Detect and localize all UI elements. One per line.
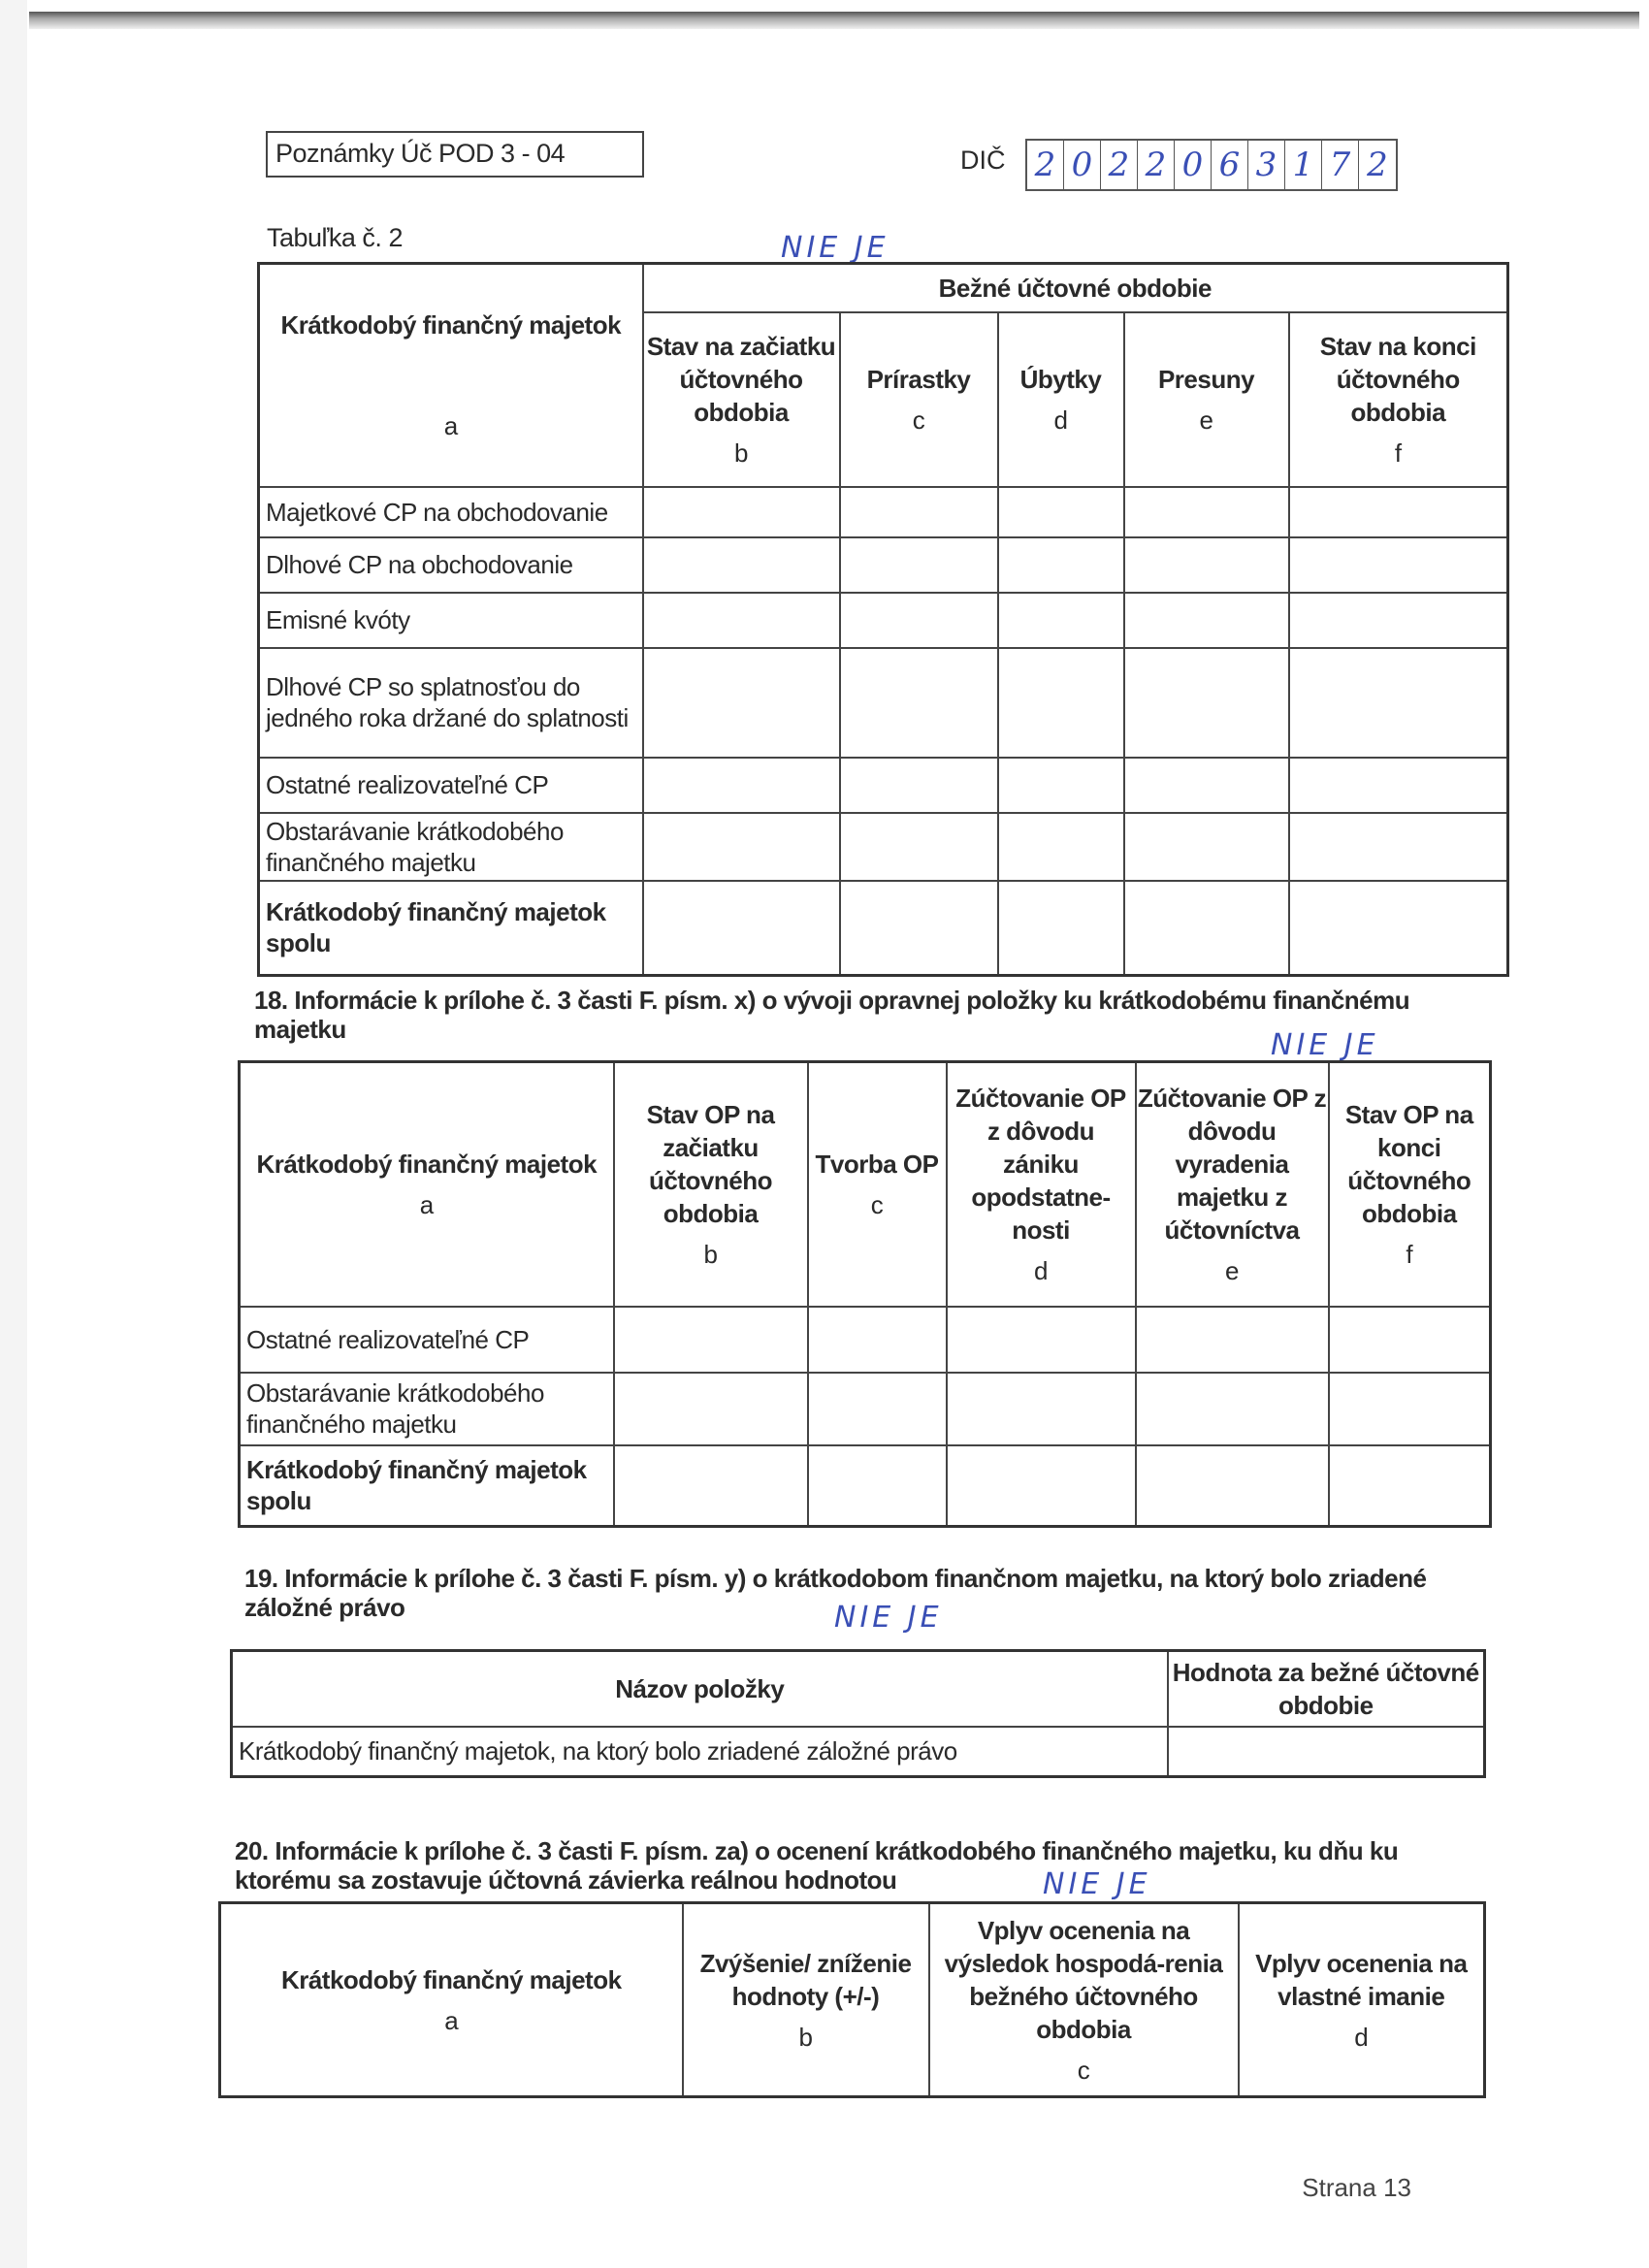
value-cell[interactable] <box>1289 537 1508 593</box>
table-row <box>259 881 1508 976</box>
section-18-title: 18. Informácie k prílohe č. 3 časti F. písm. x) o vývoji opravnej položky ku krátkodobému finančnému majetku <box>254 986 1410 1044</box>
col-header: Stav na začiatku účtovného obdobia b <box>643 312 840 487</box>
col-header: Stav OP na konci účtovného obdobia f <box>1329 1062 1491 1307</box>
handwritten-note: NIE JE <box>781 231 889 265</box>
value-cell[interactable] <box>840 813 998 881</box>
col-header: Zúčtovanie OP z dôvodu zániku opodstatne-nosti d <box>947 1062 1136 1307</box>
value-cell[interactable] <box>1289 648 1508 758</box>
col-header: Zvýšenie/ zníženie hodnoty (+/-) b <box>683 1903 929 2097</box>
value-cell[interactable] <box>1289 881 1508 976</box>
col-header: Stav na konci účtovného obdobia f <box>1289 312 1508 487</box>
value-cell[interactable] <box>840 593 998 648</box>
value-cell[interactable] <box>643 648 840 758</box>
dic-digit: 2 <box>1101 141 1138 189</box>
value-cell[interactable] <box>1329 1307 1491 1373</box>
col-header: Vplyv ocenenia na výsledok hospodá-renia bežného účtovného obdobia c <box>929 1903 1239 2097</box>
value-cell[interactable] <box>643 813 840 881</box>
table-20 <box>218 1901 1486 2098</box>
value-cell[interactable] <box>614 1445 808 1527</box>
col-header: Hodnota za bežné účtovné obdobie <box>1168 1651 1485 1727</box>
handwritten-note: NIE JE <box>1271 1028 1379 1062</box>
row-label: Krátkodobý finančný majetok spolu <box>259 881 643 976</box>
row-label: Obstarávanie krátkodobého finančného majetku <box>259 813 643 881</box>
value-cell[interactable] <box>947 1373 1136 1445</box>
dic-digit: 2 <box>1027 141 1064 189</box>
table-2 <box>257 262 1509 977</box>
col-header: Krátkodobý finančný majetok a <box>240 1062 614 1307</box>
value-cell[interactable] <box>1329 1373 1491 1445</box>
col-header: Krátkodobý finančný majetok a <box>259 264 643 487</box>
row-label: Krátkodobý finančný majetok spolu <box>240 1445 614 1527</box>
table-row <box>259 537 1508 593</box>
value-cell[interactable] <box>840 537 998 593</box>
value-cell[interactable] <box>643 881 840 976</box>
row-label: Dlhové CP na obchodovanie <box>259 537 643 593</box>
col-header: Presuny e <box>1124 312 1289 487</box>
value-cell[interactable] <box>1124 537 1289 593</box>
dic-label: DIČ <box>960 146 1006 175</box>
value-cell[interactable] <box>998 813 1124 881</box>
table-row <box>259 758 1508 813</box>
section-20-title: 20. Informácie k prílohe č. 3 časti F. písm. za) o ocenení krátkodobého finančného majetku, ku dňu ku ktorému sa zostavuje účtovná závierka reálnou hodnotou <box>235 1836 1399 1895</box>
value-cell[interactable] <box>643 593 840 648</box>
row-label: Krátkodobý finančný majetok, na ktorý bolo zriadené záložné právo <box>232 1727 1168 1777</box>
table-row <box>240 1307 1491 1373</box>
value-cell[interactable] <box>1124 593 1289 648</box>
dic-digit: 0 <box>1175 141 1212 189</box>
value-cell[interactable] <box>1136 1373 1329 1445</box>
value-cell[interactable] <box>1124 487 1289 537</box>
dic-digit: 7 <box>1322 141 1359 189</box>
value-cell[interactable] <box>998 758 1124 813</box>
value-cell[interactable] <box>643 758 840 813</box>
value-cell[interactable] <box>1329 1445 1491 1527</box>
value-cell[interactable] <box>998 487 1124 537</box>
row-label: Majetkové CP na obchodovanie <box>259 487 643 537</box>
col-header: Vplyv ocenenia na vlastné imanie d <box>1239 1903 1485 2097</box>
value-cell[interactable] <box>643 537 840 593</box>
value-cell[interactable] <box>1289 487 1508 537</box>
scan-margin <box>0 0 27 2268</box>
form-id-box: Poznámky Úč POD 3 - 04 <box>266 131 644 178</box>
row-label: Obstarávanie krátkodobého finančného majetku <box>240 1373 614 1445</box>
col-header: Zúčtovanie OP z dôvodu vyradenia majetku z účtovníctva e <box>1136 1062 1329 1307</box>
dic-digit: 0 <box>1064 141 1101 189</box>
table-row <box>240 1445 1491 1527</box>
value-cell[interactable] <box>1168 1727 1485 1777</box>
value-cell[interactable] <box>1136 1307 1329 1373</box>
dic-digit: 2 <box>1138 141 1175 189</box>
table-caption: Tabuľka č. 2 <box>267 223 403 252</box>
value-cell[interactable] <box>998 537 1124 593</box>
col-header: Krátkodobý finančný majetok a <box>220 1903 683 2097</box>
value-cell[interactable] <box>1289 813 1508 881</box>
handwritten-note: NIE JE <box>834 1601 943 1635</box>
col-header: Tvorba OP c <box>808 1062 947 1307</box>
dic-digit: 2 <box>1367 146 1388 184</box>
dic-digit: 3 <box>1248 141 1285 189</box>
dic-field <box>1025 139 1398 191</box>
col-header: Názov položky <box>232 1651 1168 1727</box>
row-label: Emisné kvóty <box>259 593 643 648</box>
value-cell[interactable] <box>808 1445 947 1527</box>
value-cell[interactable] <box>840 487 998 537</box>
dic-digit: 1 <box>1285 141 1322 189</box>
table-row <box>259 648 1508 758</box>
row-label: Ostatné realizovateľné CP <box>259 758 643 813</box>
page-number: Strana 13 <box>1302 2173 1411 2202</box>
value-cell[interactable] <box>1289 593 1508 648</box>
value-cell[interactable] <box>998 593 1124 648</box>
row-label: Dlhové CP so splatnosťou do jedného roka držané do splatnosti <box>259 648 643 758</box>
value-cell[interactable] <box>998 648 1124 758</box>
value-cell[interactable] <box>1124 813 1289 881</box>
col-header: Úbytky d <box>998 312 1124 487</box>
value-cell[interactable] <box>643 487 840 537</box>
value-cell[interactable] <box>1124 648 1289 758</box>
col-header: Prírastky c <box>840 312 998 487</box>
value-cell[interactable] <box>840 758 998 813</box>
value-cell[interactable] <box>614 1307 808 1373</box>
value-cell[interactable] <box>840 881 998 976</box>
value-cell[interactable] <box>1124 758 1289 813</box>
scan-edge <box>29 12 1639 29</box>
table-row <box>259 487 1508 537</box>
value-cell[interactable] <box>1289 758 1508 813</box>
group-header: Bežné účtovné obdobie <box>643 264 1508 312</box>
value-cell[interactable] <box>1124 881 1289 976</box>
value-cell[interactable] <box>808 1307 947 1373</box>
dic-digit: 6 <box>1212 141 1248 189</box>
handwritten-note: NIE JE <box>1043 1867 1151 1901</box>
table-row <box>240 1373 1491 1445</box>
value-cell[interactable] <box>998 881 1124 976</box>
table-18 <box>238 1060 1492 1528</box>
value-cell[interactable] <box>840 648 998 758</box>
table-19 <box>230 1649 1486 1778</box>
value-cell[interactable] <box>614 1373 808 1445</box>
table-row <box>259 593 1508 648</box>
value-cell[interactable] <box>1136 1445 1329 1527</box>
table-row <box>259 813 1508 881</box>
value-cell[interactable] <box>947 1307 1136 1373</box>
value-cell[interactable] <box>947 1445 1136 1527</box>
table-row <box>232 1727 1485 1777</box>
value-cell[interactable] <box>808 1373 947 1445</box>
col-header: Stav OP na začiatku účtovného obdobia b <box>614 1062 808 1307</box>
row-label: Ostatné realizovateľné CP <box>240 1307 614 1373</box>
section-19-title: 19. Informácie k prílohe č. 3 časti F. písm. y) o krátkodobom finančnom majetku, na ktorý bolo zriadené záložné právo <box>244 1564 1427 1622</box>
